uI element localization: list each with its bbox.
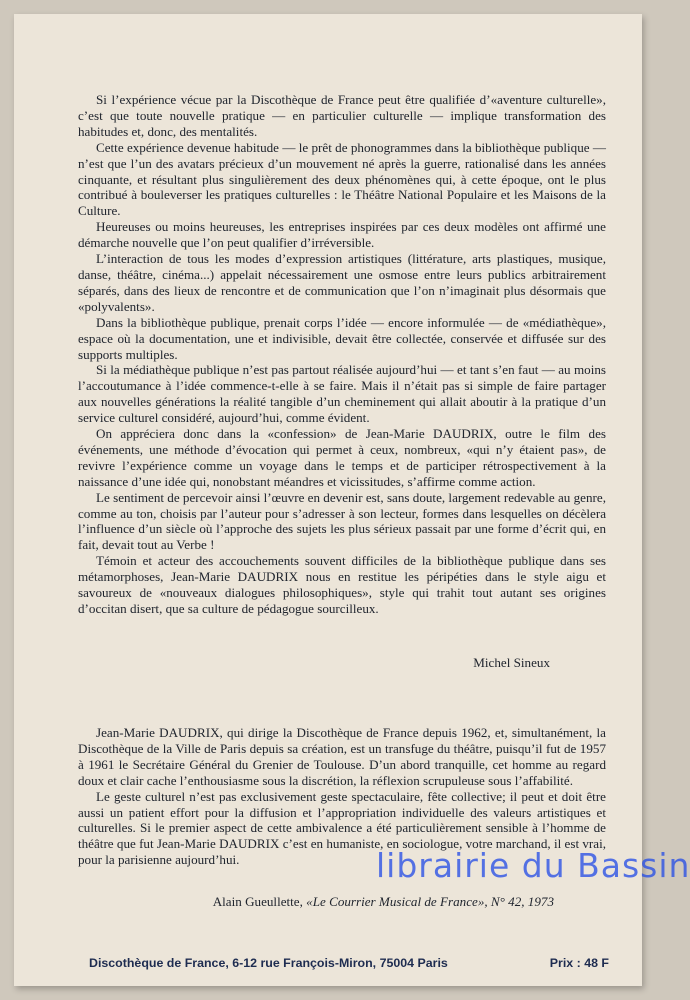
paragraph: Heureuses ou moins heureuses, les entreprises inspirées par ces deux modèles ont affirmé une démarche nouvelle que l’on peut qualifier d’irréversible. <box>78 219 606 251</box>
publisher-address: Discothèque de France, 6-12 rue François-Miron, 75004 Paris <box>89 956 448 970</box>
paragraph: Le geste culturel n’est pas exclusivement geste spectaculaire, fête collective; il peut et doit être aussi un patient effort pour la diffusion et l’appropriation individuelle des valeurs artistiques et culturelles. Si le premier aspect de cette ambivalence a été particulièrement sensible à l’homme de théâtre que fut Jean-Marie DAUDRIX c’est en humaniste, en sociologue, votre marchand, il est vrai, pour la parisienne aujourd’hui. <box>78 788 606 868</box>
paragraph: L’interaction de tous les modes d’expression artistiques (littérature, arts plastiques, musique, danse, théâtre, cinéma...) appelait nécessairement une osmose entre leurs publics arbitrairement séparés, dans des lieux de rencontre et de communication que l’on n’imaginait plus désormais que «polyvalents». <box>78 251 606 314</box>
essay-signature: Michel Sineux <box>473 655 550 670</box>
essay-text <box>78 92 606 617</box>
price-label: Prix : 48 F <box>549 956 609 970</box>
signature-source: «Le Courrier Musical de France», N° 42, 1973 <box>306 894 554 909</box>
seller-watermark: librairie du Bassin <box>376 846 690 885</box>
paragraph: Si l’expérience vécue par la Discothèque de France peut être qualifiée d’«aventure culturelle», c’est que toute nouvelle pratique — en particulier culturelle — implique transformation des habitudes et, donc, des mentalités. <box>78 92 606 139</box>
signature-author: Alain Gueullette, <box>212 894 303 909</box>
paragraph: Jean-Marie DAUDRIX, qui dirige la Discothèque de France depuis 1962, et, simultanément, la Discothèque de la Ville de Paris depuis sa création, est un transfuge du théâtre, puisqu’il fut de 1957 à 1961 le Secrétaire Général du Grenier de Toulouse. D’un abord tranquille, cet homme au regard doux et clair cache l’enthousiasme sous la discrétion, la réflexion scrupuleuse sous l’affabilité. <box>78 725 606 788</box>
paragraph: Témoin et acteur des accouchements souvent difficiles de la bibliothèque publique dans ses métamorphoses, Jean-Marie DAUDRIX nous en restitue les péripéties dans le style aigu et savoureux de «nouveaux dialogues philosophiques», style qui trahit tout autant ses origines d’occitan disert, que sa culture de pédagogue sourcilleux. <box>78 553 606 616</box>
paragraph: Dans la bibliothèque publique, prenait corps l’idée — encore informulée — de «médiathèque», espace où la documentation, une et indivisible, devait être collectée, conservée et diffusée sur des supports multiples. <box>78 314 606 362</box>
paragraph: On appréciera donc dans la «confession» de Jean-Marie DAUDRIX, outre le film des événements, une méthode d’évocation qui permet à ceux, nombreux, «qui n’y étaient pas», de revivre l’expérience comme un voyage dans le temps et de participer rétrospectivement à la naissance d’une idée qui, nonobstant méandres et vicissitudes, s’affirme comme action. <box>78 426 606 489</box>
paragraph: Si la médiathèque publique n’est pas partout réalisée aujourd’hui — et tant s’en faut — au moins l’accoutumance à l’idée commence-t-elle à se faire. Mais il n’était pas si simple de faire partager aux nouvelles générations la réalité tangible d’un cheminement qui allait aboutir à la pratique d’un service culturel considéré, aujourd’hui, comme évident. <box>78 362 606 426</box>
book-back-cover <box>14 14 690 986</box>
paragraph: Cette expérience devenue habitude — le prêt de phonogrammes dans la bibliothèque publique — n’est que l’un des avatars précieux d’un mouvement né après la guerre, rationalisé dans les années cinquante, et résultant plus singulièrement des deux phénomènes qui, à cette époque, ont le plus contribué à bouleverser les pratiques culturelles : le Théâtre National Populaire et les Maisons de la Culture. <box>78 139 606 219</box>
paragraph: Le sentiment de percevoir ainsi l’œuvre en devenir est, sans doute, largement redevable au genre, comme au ton, choisis par l’auteur pour s’adresser à son lecteur, formes dans lesquelles on décèlera l’influence d’un siècle où l’approche des sujets les plus sérieux passait par une forme d’écrit qui, en fait, devait tout au Verbe ! <box>78 489 606 553</box>
biography-signature <box>74 894 554 910</box>
